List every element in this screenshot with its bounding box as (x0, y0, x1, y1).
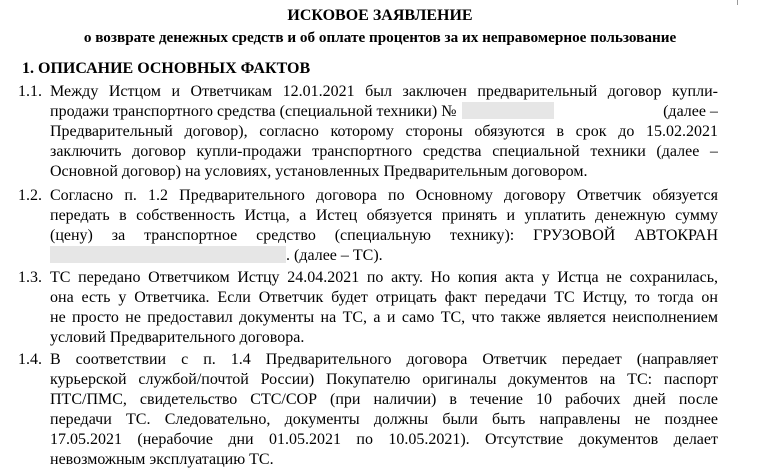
paragraph-line (50, 246, 718, 265)
paragraph-line: не просто не предоставил документы на ТС, а и само ТС, что также является неисполнением (50, 309, 718, 326)
paragraph-line (50, 102, 718, 121)
paragraph-line: 17.05.2021 (нерабочие дни 01.05.2021 по 10.05.2021). Отсутствие документов делает (50, 431, 718, 448)
document-subtitle: о возврате денежных средств и об оплате процентов за их неправомерное пользование (83, 29, 677, 46)
section-heading: 1. ОПИСАНИЕ ОСНОВНЫХ ФАКТОВ (22, 60, 311, 77)
paragraph-line: невозможным эксплуатацию ТС. (50, 451, 274, 468)
paragraph-line: Предварительный договор), согласно которому стороны обязуются в срок до 15.02.2021 (50, 123, 718, 140)
redacted-contract-number (462, 102, 554, 119)
paragraph-line: передачи ТС. Следовательно, документы должны были быть направлены не позднее (50, 411, 718, 428)
paragraph-line: заключить договор купли-продажи транспортного средства специальной техники (далее – (50, 143, 718, 160)
paragraph-line: (цену) за транспортное средство (специальную технику): ГРУЗОВОЙ АВТОКРАН (50, 227, 718, 244)
paragraph-line: ПТС/ПМС, свидетельство СТС/СОР (при наличии) в течение 10 рабочих дней после (50, 391, 718, 408)
paragraph-number: 1.2. (18, 187, 42, 204)
page-corner-mark (737, 0, 738, 5)
paragraph-line: Между Истцом и Ответчикам 12.01.2021 был заключен предварительный договор купли- (50, 83, 718, 100)
paragraph-line: Согласно п. 1.2 Предварительного договора по Основному договору Ответчик обязуется (50, 187, 718, 204)
paragraph-line: передать в собственность Истца, а Истец обязуется принять и уплатить денежную сумму (50, 207, 718, 224)
paragraph-text: (далее – (663, 103, 718, 120)
paragraph-line: ТС передано Ответчиком Истцу 24.04.2021 по акту. Но копия акта у Истца не сохранилась, (50, 269, 718, 286)
paragraph-number: 1.4. (18, 351, 42, 368)
redacted-vehicle-model (50, 246, 286, 263)
paragraph-text: . (далее – ТС). (286, 247, 383, 264)
paragraph-line: условий Предварительного договора. (50, 329, 305, 346)
paragraph-line: она есть у Ответчика. Если Ответчик будет отрицать факт передачи ТС Истцу, то тогда он (50, 289, 718, 306)
paragraph-line: Основной договор) на условиях, установленных Предварительным договором. (50, 163, 588, 180)
paragraph-line: курьерской службой/почтой России) Покупателю оригиналы документов на ТС: паспорт (50, 371, 718, 388)
paragraph-number: 1.1. (18, 83, 42, 100)
paragraph-number: 1.3. (18, 269, 42, 286)
paragraph-text: продажи транспортного средства (специальной техники) № (50, 103, 457, 120)
document-title: ИСКОВОЕ ЗАЯВЛЕНИЕ (287, 7, 473, 24)
paragraph-line: В соответствии с п. 1.4 Предварительного договора Ответчик передает (направляет (50, 351, 718, 368)
